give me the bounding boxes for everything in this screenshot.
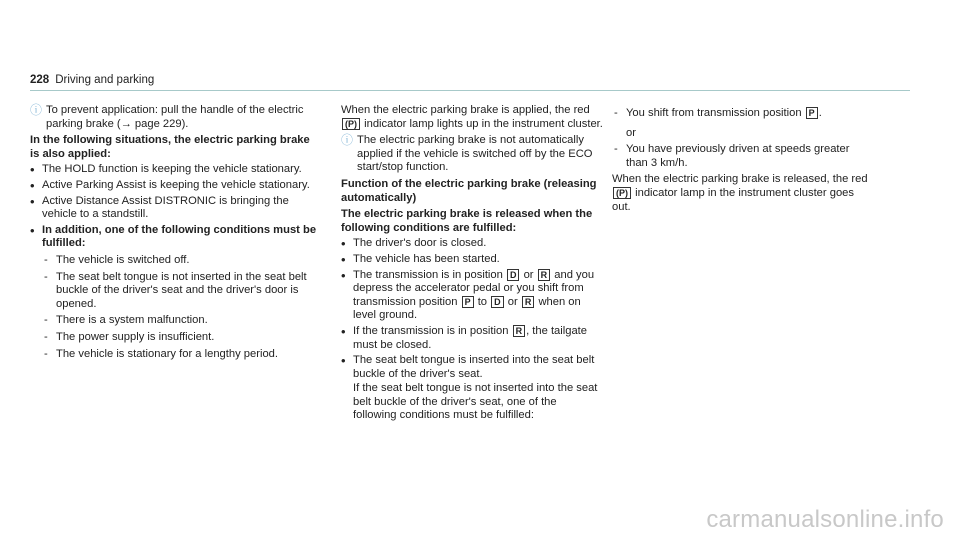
text: , the tailgate must be closed. (353, 324, 588, 351)
text: or (523, 268, 534, 281)
section-heading: Function of the electric parking brake (releasing automatically) (341, 177, 597, 204)
text: When the electric parking brake is applied, the red (341, 104, 590, 116)
list-item: - There is a system malfunction. (42, 314, 320, 328)
parking-brake-lamp-icon: (P) (342, 118, 360, 130)
bullet-list (30, 163, 320, 361)
dash-list (612, 107, 872, 170)
conditions-intro: In addition, one of the following conditions must be fulfilled: (42, 223, 317, 250)
gear-r-icon: R (513, 325, 526, 337)
parking-brake-lamp-icon: (P) (613, 187, 631, 199)
list-item: • The HOLD function is keeping the vehicle stationary. (30, 163, 320, 177)
note-text: To prevent application: pull the handle of the electric parking brake (→ page 229). (46, 104, 304, 130)
section-heading: The electric parking brake is released when the following conditions are fulfilled: (341, 208, 593, 234)
gear-p-icon: P (462, 296, 474, 308)
column-1 (30, 104, 320, 364)
text: when on level ground. (353, 295, 581, 322)
gear-p-icon: P (806, 107, 818, 119)
sub-paragraph: If the seat belt tongue is not inserted into the seat belt buckle of the driver's seat, one of the following conditions must be fulfilled: (353, 382, 598, 422)
text: to (477, 295, 488, 308)
info-icon: ⓘ (30, 103, 43, 117)
section-heading: In the following situations, the electric parking brake is also applied: (30, 134, 310, 160)
page-header (30, 74, 154, 88)
text: You shift from transmission position (626, 107, 802, 119)
header-rule (30, 90, 910, 91)
text: If the transmission is in position (353, 324, 509, 337)
or-text: or (626, 126, 636, 139)
list-item: • The vehicle has been started. (341, 253, 603, 267)
list-item: - You have previously driven at speeds greater than 3 km/h. (612, 143, 872, 170)
text: When the electric parking brake is released, the red (612, 173, 868, 186)
dash-list (42, 254, 320, 361)
gear-d-icon: D (507, 269, 520, 281)
note-text: The electric parking brake is not automatically applied if the vehicle is switched off by the ECO start/stop function. (357, 134, 593, 174)
list-item: • Active Parking Assist is keeping the vehicle stationary. (30, 179, 320, 193)
text: The seat belt tongue is inserted into the seat belt buckle of the driver's seat. (353, 354, 595, 380)
bullet-list (341, 237, 603, 423)
list-item: - The seat belt tongue is not inserted in the seat belt buckle of the driver's seat and the driver's door is opened. (42, 271, 320, 312)
column-2 (341, 104, 603, 425)
page-number: 228 (30, 74, 50, 86)
list-item (341, 354, 603, 423)
paragraph (341, 104, 603, 131)
text: and you depress the accelerator pedal or you shift from transmission position (353, 268, 595, 308)
list-item (341, 325, 603, 352)
list-item (612, 107, 872, 140)
column-3 (612, 104, 872, 217)
gear-r-icon: R (522, 296, 535, 308)
gear-d-icon: D (491, 296, 504, 308)
note-block (341, 134, 603, 175)
list-item: - The power supply is insufficient. (42, 331, 320, 345)
list-item (341, 269, 603, 323)
list-item: - The vehicle is switched off. (42, 254, 320, 268)
text: . (818, 107, 822, 119)
text: or (507, 295, 518, 308)
list-item: - The vehicle is stationary for a lengthy period. (42, 348, 320, 362)
watermark: carmanualsonline.info (706, 506, 944, 533)
section-title: Driving and parking (55, 74, 155, 86)
info-icon: ⓘ (341, 133, 354, 148)
text: indicator lamp in the instrument cluster goes out. (612, 186, 854, 213)
list-item: • Active Distance Assist DISTRONIC is bringing the vehicle to a standstill. (30, 195, 320, 222)
gear-r-icon: R (538, 269, 551, 281)
text: The transmission is in position (353, 268, 503, 281)
text: indicator lamp lights up in the instrument cluster. (364, 117, 603, 130)
list-item: • The driver's door is closed. (341, 237, 603, 251)
list-item (30, 224, 320, 361)
note-block (30, 104, 320, 131)
paragraph (612, 173, 872, 214)
